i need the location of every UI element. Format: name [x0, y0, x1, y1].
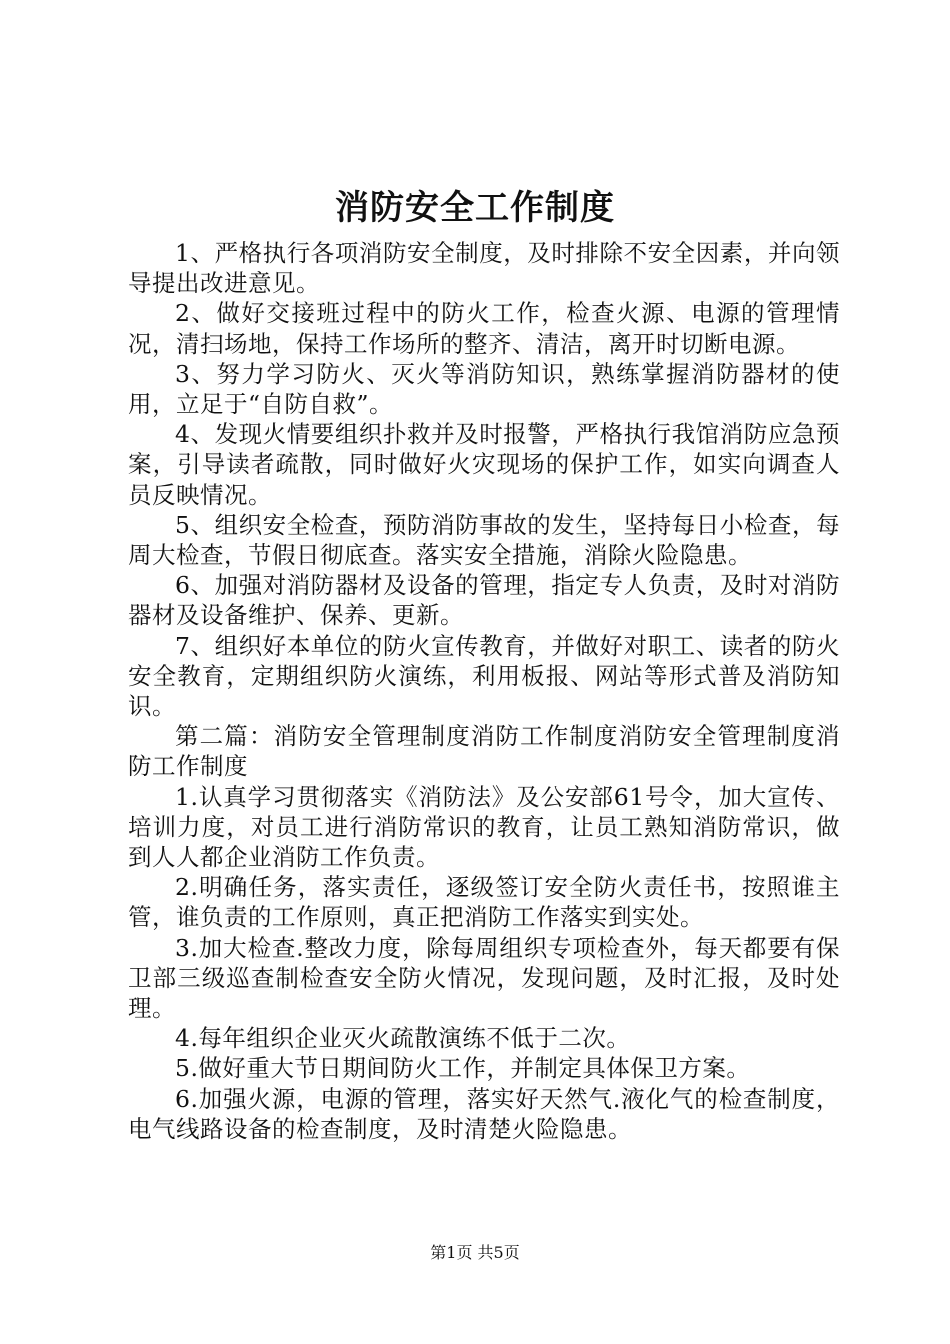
paragraph: 2.明确任务，落实责任，逐级签订安全防火责任书，按照谁主管，谁负责的工作原则，真正把消防工作落实到实处。: [128, 873, 840, 932]
paragraph: 4、发现火情要组织扑救并及时报警，严格执行我馆消防应急预案，引导读者疏散，同时做好火灾现场的保护工作，如实向调查人员反映情况。: [128, 420, 840, 509]
paragraph: 6、加强对消防器材及设备的管理，指定专人负责，及时对消防器材及设备维护、保养、更新。: [128, 571, 840, 630]
paragraph: 3.加大检查.整改力度，除每周组织专项检查外，每天都要有保卫部三级巡查制检查安全防火情况，发现问题，及时汇报，及时处理。: [128, 933, 840, 1023]
paragraph: 1、严格执行各项消防安全制度，及时排除不安全因素，并向领导提出改进意见。: [128, 239, 840, 298]
paragraph: 7、组织好本单位的防火宣传教育，并做好对职工、读者的防火安全教育，定期组织防火演练，利用板报、网站等形式普及消防知识。: [128, 631, 840, 721]
document-body: [128, 238, 840, 1144]
section-heading: 第二篇：消防安全管理制度消防工作制度消防安全管理制度消防工作制度: [128, 722, 840, 781]
document-title: 消防安全工作制度: [335, 188, 615, 228]
paragraph: 4.每年组织企业灭火疏散演练不低于二次。: [175, 1024, 631, 1053]
paragraph: 5.做好重大节日期间防火工作，并制定具体保卫方案。: [175, 1054, 751, 1083]
paragraph: 6.加强火源，电源的管理，落实好天然气.液化气的检查制度，电气线路设备的检查制度，及时清楚火险隐患。: [128, 1084, 840, 1143]
paragraph: 2、做好交接班过程中的防火工作，检查火源、电源的管理情况，清扫场地，保持工作场所的整齐、清洁，离开时切断电源。: [128, 299, 840, 358]
page-footer: 第1页 共5页: [430, 1243, 520, 1262]
paragraph: 3、努力学习防火、灭火等消防知识，熟练掌握消防器材的使用，立足于“自防自救”。: [128, 359, 840, 419]
paragraph: 5、组织安全检查，预防消防事故的发生，坚持每日小检查，每周大检查，节假日彻底查。落实安全措施，消除火险隐患。: [128, 510, 840, 570]
paragraph: 1.认真学习贯彻落实《消防法》及公安部61号令，加大宣传、培训力度，对员工进行消防常识的教育，让员工熟知消防常识，做到人人都企业消防工作负责。: [128, 782, 840, 872]
